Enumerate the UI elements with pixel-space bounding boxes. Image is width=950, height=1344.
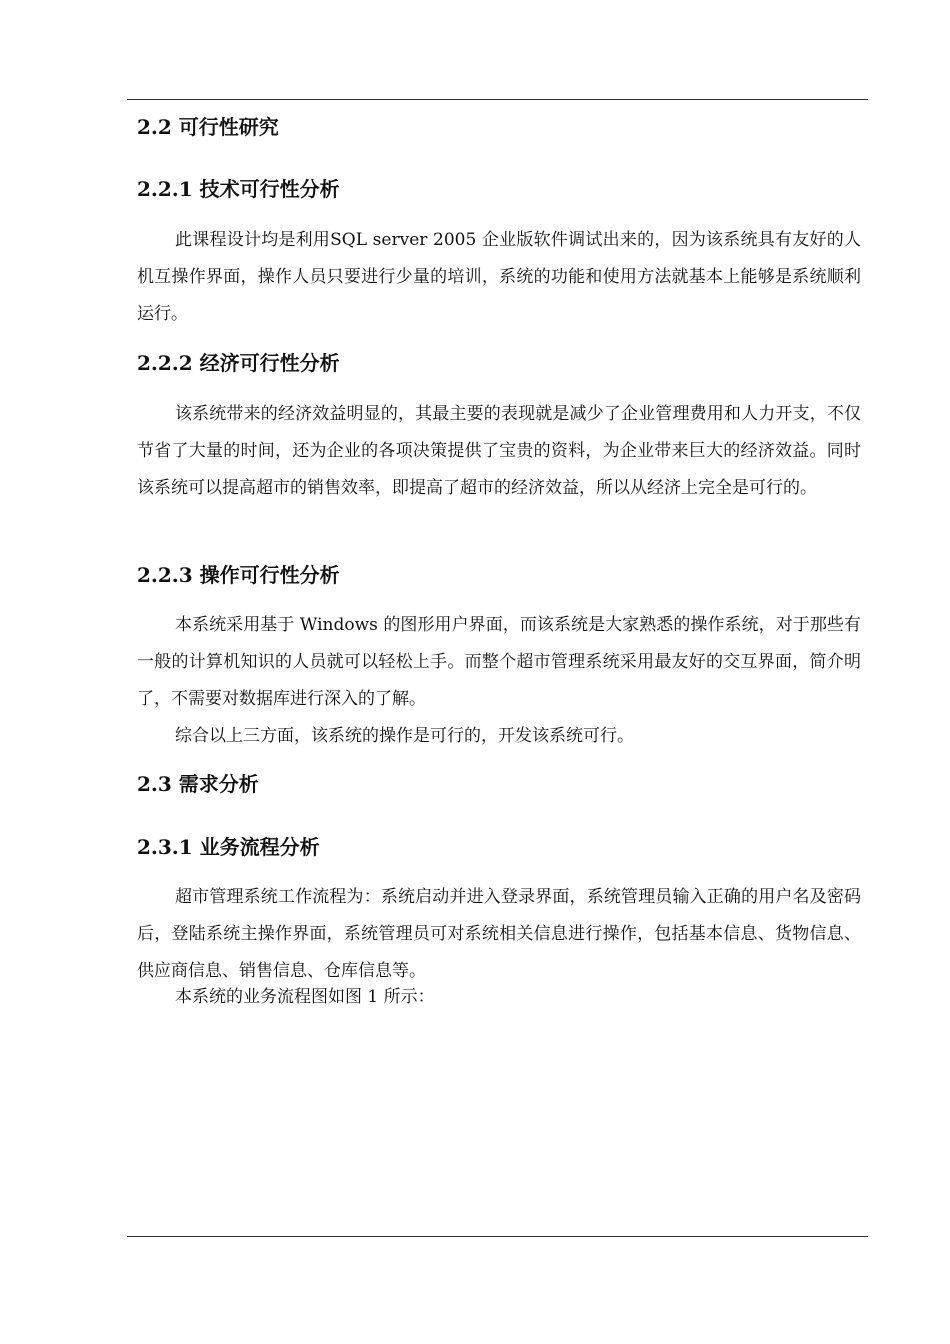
paragraph-operation-2: 综合以上三方面，该系统的操作是可行的，开发该系统可行。 (175, 726, 634, 746)
heading-2-2-1: 2.2.1 技术可行性分析 (137, 177, 340, 201)
paragraph-flow-1: 超市管理系统工作流程为：系统启动并进入登录界面，系统管理员输入正确的用户名及密码后，登陆系统主操作界面，系统管理员可对系统相关信息进行操作，包括基本信息、货物信息、供应商信息、销售信息、仓库信息等。 (137, 887, 861, 981)
heading-2-2-2: 2.2.2 经济可行性分析 (137, 351, 340, 375)
header-rule (127, 99, 868, 100)
paragraph-technical: 此课程设计均是利用SQL server 2005 企业版软件调试出来的，因为该系统具有友好的人机互操作界面，操作人员只要进行少量的培训，系统的功能和使用方法就基本上能够是系统顺利运行。 (137, 230, 861, 324)
paragraph-operation-1: 本系统采用基于 Windows 的图形用户界面，而该系统是大家熟悉的操作系统，对于那些有一般的计算机知识的人员就可以轻松上手。而整个超市管理系统采用最友好的交互界面，简介明了，不需要对数据库进行深入的了解。 (137, 615, 861, 709)
footer-rule (127, 1236, 868, 1237)
heading-2-3: 2.3 需求分析 (137, 772, 259, 796)
heading-2-2: 2.2 可行性研究 (137, 115, 279, 139)
heading-2-2-3: 2.2.3 操作可行性分析 (137, 563, 340, 587)
heading-2-3-1: 2.3.1 业务流程分析 (137, 835, 320, 859)
paragraph-flow-2: 本系统的业务流程图如图 1 所示： (175, 987, 435, 1007)
paragraph-economic: 该系统带来的经济效益明显的，其最主要的表现就是减少了企业管理费用和人力开支，不仅节省了大量的时间，还为企业的各项决策提供了宝贵的资料，为企业带来巨大的经济效益。同时该系统可以提高超市的销售效率，即提高了超市的经济效益，所以从经济上完全是可行的。 (137, 404, 861, 498)
